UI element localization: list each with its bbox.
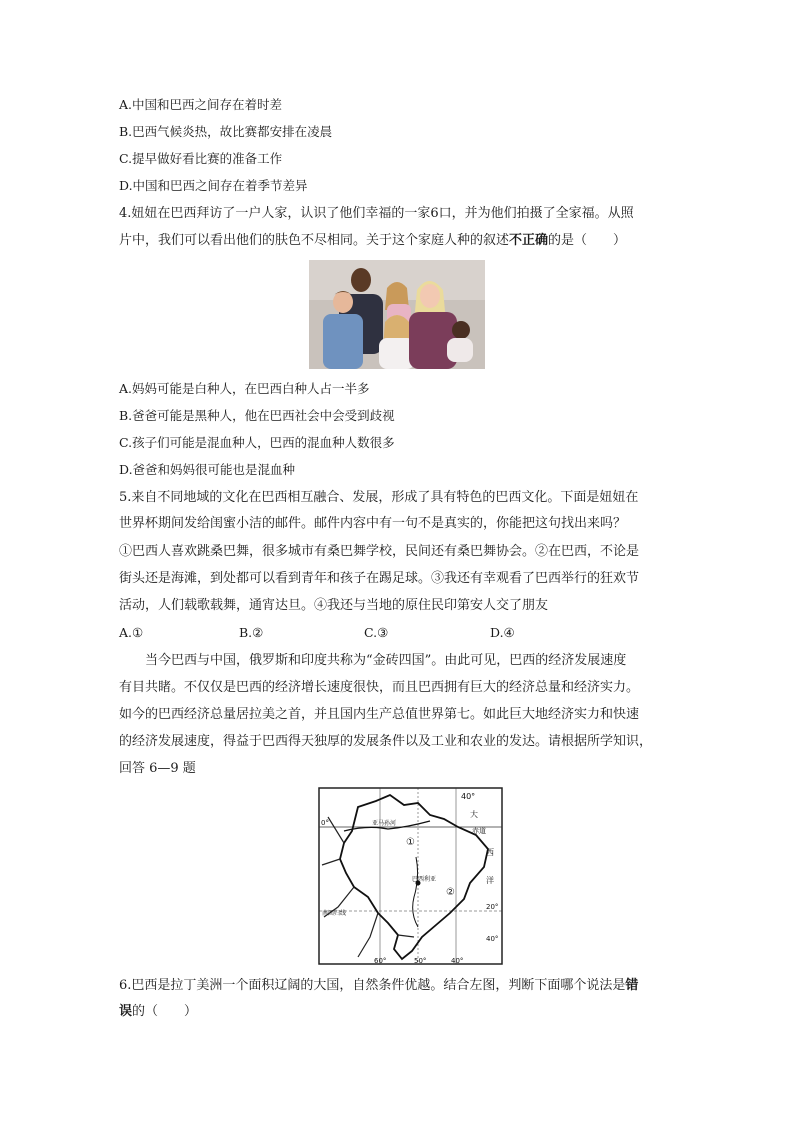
map-label-ocean-3: 洋	[486, 876, 494, 885]
q4-stem-line2	[119, 232, 626, 250]
q4-option-d: D.爸爸和妈妈很可能也是混血种	[119, 462, 296, 477]
intro-line3: 如今的巴西经济总量居拉美之首，并且国内生产总值世界第七。如此巨大地经济实力和快速	[119, 707, 640, 722]
q5-line1: 5.来自不同地域的文化在巴西相互融合、发展，形成了具有特色的巴西文化。下面是妞妞在	[119, 490, 639, 505]
intro-line2: 有目共睹。不仅仅是巴西的经济增长速度很快，而且巴西拥有巨大的经济总量和经济实力。	[119, 680, 640, 695]
q6-stem-text: 6.巴西是拉丁美洲一个面积辽阔的大国，自然条件优越。结合左图，判断下面哪个说法是	[119, 978, 626, 993]
map-label-capital: 巴西利亚	[412, 876, 437, 883]
q6-emphasis-2: 误	[119, 1004, 133, 1019]
map-label-lat-0: 0°	[321, 819, 329, 827]
q4-stem-text: 片中，我们可以看出他们的肤色不尽相同。关于这个家庭人种的叙述	[119, 233, 510, 248]
q6-stem-end: 的（ ）	[132, 1004, 198, 1019]
q3-option-d: D.中国和巴西之间存在着季节差异	[119, 178, 308, 193]
q5-line3: ①巴西人喜欢跳桑巴舞，很多城市有桑巴舞学校，民间还有桑巴舞协会。②在巴西，不论是	[119, 544, 640, 559]
brazil-map-svg	[318, 787, 503, 965]
intro-line1: 当今巴西与中国，俄罗斯和印度共称为“金砖四国”。由此可见，巴西的经济发展速度	[145, 653, 627, 668]
map-label-lat-20: 20°	[486, 903, 499, 911]
map-label-south-river: 南回归线	[322, 910, 347, 917]
q5-line5: 活动，人们载歌载舞，通宵达旦。④我还与当地的原住民印第安人交了朋友	[119, 598, 549, 613]
q4-emphasis: 不正确	[509, 233, 549, 248]
intro-line5: 回答 6—9 题	[119, 761, 196, 776]
q5-line4: 街头还是海滩，到处都可以看到青年和孩子在踢足球。③我还有幸观看了巴西举行的狂欢节	[119, 571, 640, 586]
map-label-lat-40: 40°	[486, 935, 499, 943]
brazil-map	[318, 787, 503, 965]
map-label-60: 60°	[374, 957, 387, 965]
q6-line1	[119, 977, 638, 995]
map-label-40: 40°	[451, 957, 464, 965]
q4-stem-end: 的是（ ）	[548, 233, 627, 248]
q5-option-c: C.③	[364, 625, 389, 640]
q4-option-a: A.妈妈可能是白种人，在巴西白种人占一半多	[119, 381, 370, 396]
q4-stem-line1: 4.妞妞在巴西拜访了一户人家，认识了他们幸福的一家6口，并为他们拍摄了全家福。从照	[119, 206, 634, 221]
family-photo-illustration	[309, 260, 485, 369]
map-label-40-top: 40°	[461, 792, 476, 801]
map-marker-1: ①	[406, 837, 415, 848]
q3-option-b: B.巴西气候炎热，故比赛都安排在凌晨	[119, 124, 333, 139]
q3-option-c: C.提早做好看比赛的准备工作	[119, 151, 283, 166]
family-photo	[309, 260, 485, 369]
intro-line4: 的经济发展速度，得益于巴西得天独厚的发展条件以及工业和农业的发达。请根据所学知识，	[119, 734, 653, 749]
q5-option-a: A.①	[119, 625, 144, 640]
map-label-ocean-1: 大	[470, 810, 478, 819]
q5-line2: 世界杯期间发给闺蜜小洁的邮件。邮件内容中有一句不是真实的，你能把这句找出来吗？	[119, 516, 627, 531]
q4-option-c: C.孩子们可能是混血种人，巴西的混血种人数很多	[119, 435, 395, 450]
q5-option-d: D.④	[490, 625, 515, 640]
map-label-equator: 赤道	[472, 827, 486, 835]
q6-emphasis-1: 错	[625, 978, 639, 993]
map-label-ocean-2: 西	[486, 848, 494, 857]
q3-option-a: A.中国和巴西之间存在着时差	[119, 97, 283, 112]
q6-line2	[119, 1003, 197, 1021]
q4-option-b: B.爸爸可能是黑种人，他在巴西社会中会受到歧视	[119, 408, 395, 423]
map-label-river: 亚马孙河	[372, 820, 397, 827]
map-marker-2: ②	[446, 887, 455, 898]
map-label-50: 50°	[414, 957, 427, 965]
q5-option-b: B.②	[239, 625, 264, 640]
